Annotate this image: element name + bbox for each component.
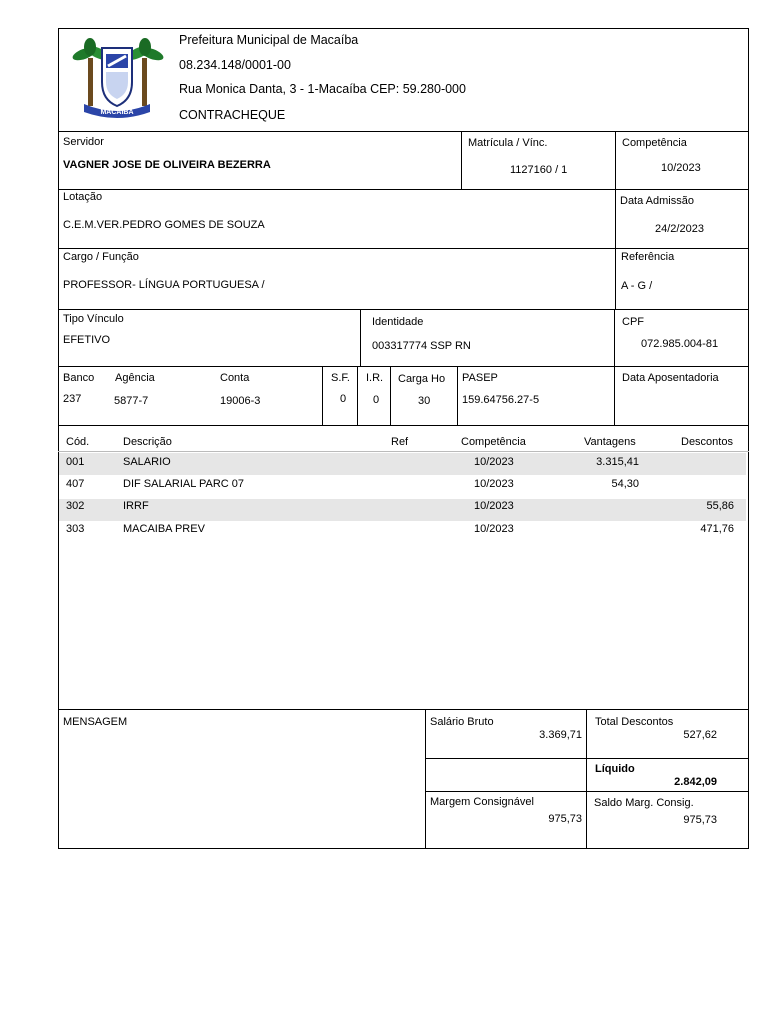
margem-label: Margem Consignável bbox=[430, 796, 534, 808]
col-header-competencia: Competência bbox=[461, 436, 526, 448]
row-descricao: MACAIBA PREV bbox=[123, 523, 205, 535]
org-cnpj: 08.234.148/0001-00 bbox=[179, 58, 291, 72]
divider bbox=[615, 131, 616, 309]
divider bbox=[457, 366, 458, 425]
total-descontos-label: Total Descontos bbox=[595, 716, 674, 728]
col-header-descricao: Descrição bbox=[123, 436, 172, 448]
divider bbox=[390, 366, 391, 425]
divider bbox=[425, 758, 749, 759]
frame-top bbox=[58, 28, 749, 29]
agencia-label: Agência bbox=[115, 372, 155, 384]
row-descontos: 55,86 bbox=[706, 500, 734, 512]
frame-left bbox=[58, 28, 59, 849]
liquido-label: Líquido bbox=[595, 763, 635, 775]
lotacao-value: C.E.M.VER.PEDRO GOMES DE SOUZA bbox=[63, 219, 265, 231]
divider bbox=[58, 131, 749, 132]
svg-text:MACAIBA: MACAIBA bbox=[100, 109, 134, 116]
banco-value: 237 bbox=[63, 393, 82, 405]
municipal-coat-of-arms bbox=[70, 38, 164, 118]
row-cod: 001 bbox=[66, 456, 85, 468]
carga-label: Carga Ho bbox=[398, 373, 446, 385]
margem-value: 975,73 bbox=[548, 813, 582, 825]
identidade-label: Identidade bbox=[372, 316, 424, 328]
divider bbox=[586, 709, 587, 849]
cargo-label: Cargo / Função bbox=[63, 251, 139, 263]
divider bbox=[58, 425, 749, 426]
agencia-value: 5877-7 bbox=[114, 395, 149, 407]
saldo-label: Saldo Marg. Consig. bbox=[594, 797, 694, 809]
row-vantagens: 54,30 bbox=[611, 478, 639, 490]
matricula-label: Matrícula / Vínc. bbox=[468, 137, 548, 149]
col-header-descontos: Descontos bbox=[681, 436, 733, 448]
cargo-value: PROFESSOR- LÍNGUA PORTUGUESA / bbox=[63, 279, 265, 291]
divider bbox=[58, 709, 749, 710]
ir-value: 0 bbox=[373, 394, 380, 406]
frame-bottom bbox=[58, 848, 749, 849]
row-cod: 303 bbox=[66, 523, 85, 535]
row-competencia: 10/2023 bbox=[474, 456, 514, 468]
row-descricao: IRRF bbox=[123, 500, 149, 512]
divider bbox=[357, 366, 358, 425]
mensagem-label: MENSAGEM bbox=[63, 716, 128, 728]
liquido-value: 2.842,09 bbox=[674, 776, 717, 788]
divider bbox=[58, 189, 749, 190]
org-address: Rua Monica Danta, 3 - 1-Macaíba CEP: 59.280-000 bbox=[179, 82, 466, 96]
servidor-label: Servidor bbox=[63, 136, 104, 148]
banco-label: Banco bbox=[63, 372, 95, 384]
col-header-vantagens: Vantagens bbox=[584, 436, 636, 448]
referencia-label: Referência bbox=[621, 251, 675, 263]
row-descricao: DIF SALARIAL PARC 07 bbox=[123, 478, 245, 490]
row-competencia: 10/2023 bbox=[474, 500, 514, 512]
matricula-value: 1127160 / 1 bbox=[510, 164, 568, 176]
saldo-value: 975,73 bbox=[683, 814, 717, 826]
divider bbox=[425, 791, 749, 792]
divider bbox=[614, 309, 615, 425]
vinculo-label: Tipo Vínculo bbox=[63, 313, 124, 325]
divider bbox=[58, 366, 749, 367]
lotacao-label: Lotação bbox=[63, 191, 103, 203]
divider bbox=[58, 248, 749, 249]
total-descontos-value: 527,62 bbox=[683, 729, 717, 741]
divider bbox=[425, 709, 426, 849]
row-descricao: SALARIO bbox=[123, 456, 171, 468]
competencia-value: 10/2023 bbox=[661, 162, 701, 174]
org-name: Prefeitura Municipal de Macaíba bbox=[179, 33, 359, 47]
conta-label: Conta bbox=[220, 372, 250, 384]
coat-of-arms-icon bbox=[70, 38, 164, 118]
vinculo-value: EFETIVO bbox=[63, 334, 111, 346]
aposentadoria-label: Data Aposentadoria bbox=[622, 372, 719, 384]
frame-right bbox=[748, 28, 749, 849]
sf-label: S.F. bbox=[331, 372, 350, 384]
pasep-value: 159.64756.27-5 bbox=[462, 394, 540, 406]
row-shade bbox=[59, 499, 746, 521]
row-competencia: 10/2023 bbox=[474, 478, 514, 490]
cpf-value: 072.985.004-81 bbox=[641, 338, 719, 350]
row-vantagens: 3.315,41 bbox=[596, 456, 639, 468]
col-header-ref: Ref bbox=[391, 436, 409, 448]
admissao-label: Data Admissão bbox=[620, 195, 694, 207]
row-cod: 302 bbox=[66, 500, 85, 512]
divider bbox=[58, 451, 749, 452]
divider bbox=[360, 309, 361, 366]
cpf-label: CPF bbox=[622, 316, 644, 328]
ir-label: I.R. bbox=[366, 372, 384, 384]
row-descontos: 471,76 bbox=[700, 523, 734, 535]
divider bbox=[461, 131, 462, 190]
competencia-label: Competência bbox=[622, 137, 687, 149]
sf-value: 0 bbox=[340, 393, 347, 405]
divider bbox=[322, 366, 323, 425]
pasep-label: PASEP bbox=[462, 372, 498, 384]
divider bbox=[58, 309, 749, 310]
carga-value: 30 bbox=[418, 395, 431, 407]
admissao-value: 24/2/2023 bbox=[655, 223, 704, 235]
identidade-value: 003317774 SSP RN bbox=[372, 340, 471, 352]
salario-bruto-value: 3.369,71 bbox=[539, 729, 582, 741]
row-competencia: 10/2023 bbox=[474, 523, 514, 535]
col-header-cod: Cód. bbox=[66, 436, 90, 448]
conta-value: 19006-3 bbox=[220, 395, 261, 407]
doc-title: CONTRACHEQUE bbox=[179, 108, 286, 122]
referencia-value: A - G / bbox=[621, 280, 653, 292]
row-cod: 407 bbox=[66, 478, 85, 490]
salario-bruto-label: Salário Bruto bbox=[430, 716, 494, 728]
servidor-value: VAGNER JOSE DE OLIVEIRA BEZERRA bbox=[63, 159, 271, 171]
